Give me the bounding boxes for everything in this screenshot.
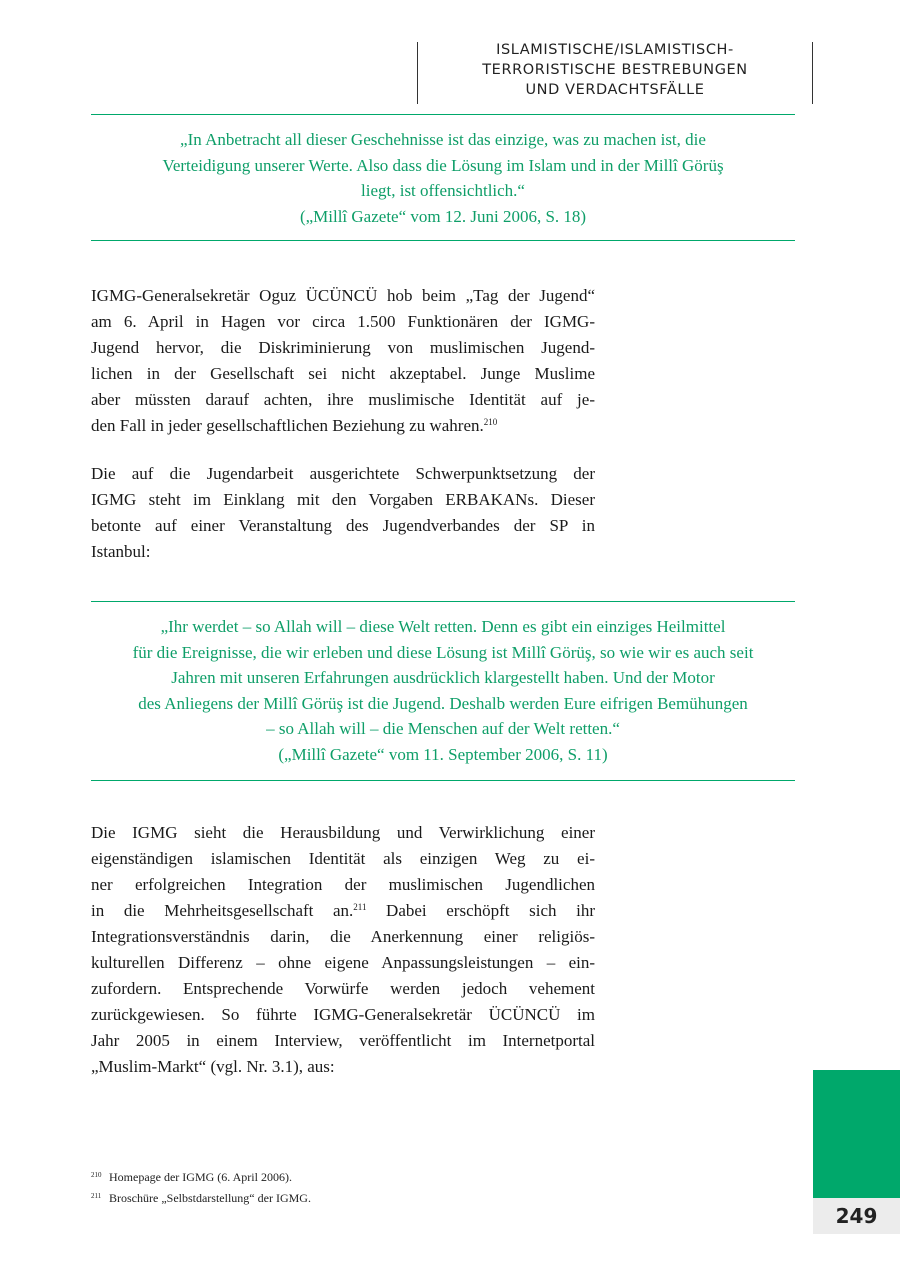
text-line: kulturellen Differenz – ohne eigene Anpassungsleistungen – ein- [91,953,595,972]
text-line: Jahr 2005 in einem Interview, veröffentlicht im Internetportal [91,1031,595,1050]
text-line: ner erfolgreichen Integration der muslimischen Jugendlichen [91,875,595,894]
block-quote-1 [91,114,795,241]
quote-source: („Millî Gazete“ vom 11. September 2006, S. 11) [278,744,608,764]
text-line: IGMG steht im Einklang mit den Vorgaben ERBAKANs. Dieser [91,490,595,509]
quote-line: „Ihr werdet – so Allah will – diese Welt retten. Denn es gibt ein einziges Heilmittel [160,617,726,636]
text-fragment: den Fall in jeder gesellschaftlichen Beziehung zu wahren. [91,416,484,435]
footnotes [91,1166,691,1208]
text-line: betonte auf einer Veranstaltung des Jugendverbandes der SP in [91,516,595,535]
text-line [91,413,595,439]
quote-line: für die Ereignisse, die wir erleben und diese Lösung ist Millî Görüş, so wie wir es auch seit [132,642,754,662]
text-line: IGMG-Generalsekretär Oguz ÜCÜNCÜ hob beim „Tag der Jugend“ [91,286,595,305]
quote-source: („Millî Gazete“ vom 12. Juni 2006, S. 18) [299,206,587,226]
footnote-text: Broschüre „Selbstdarstellung“ der IGMG. [109,1191,311,1205]
header-line: TERRORISTISCHE BESTREBUNGEN [482,62,748,78]
quote-line: Verteidigung unserer Werte. Also dass die Lösung im Islam und in der Millî Görüş [162,155,724,175]
text-line: „Muslim-Markt“ (vgl. Nr. 3.1), aus: [91,1057,335,1076]
chapter-color-tab [813,1070,900,1198]
text-line: Istanbul: [91,542,151,561]
header-divider-right [812,42,813,104]
text-line: zurückgewiesen. So führte IGMG-Generalsekretär ÜCÜNCÜ im [91,1005,595,1024]
body-paragraph-1 [91,283,595,439]
quote-line: liegt, ist offensichtlich.“ [361,181,525,200]
running-header [418,40,812,100]
footnote-211 [91,1187,691,1208]
text-line: zufordern. Entsprechende Vorwürfe werden jedoch vehement [91,979,595,998]
footnote-210 [91,1166,691,1187]
text-line: lichen in der Gesellschaft sei nicht akzeptabel. Junge Muslime [91,364,595,383]
quote-line: Jahren mit unseren Erfahrungen ausdrücklich klargestellt haben. Und der Motor [171,668,715,687]
header-line: UND VERDACHTSFÄLLE [525,82,705,98]
footnote-number: 211 [91,1192,102,1200]
quote-line: des Anliegens der Millî Görüş ist die Jugend. Deshalb werden Eure eifrigen Bemühungen [138,693,748,713]
header-line: ISLAMISTISCHE/ISLAMISTISCH- [496,42,734,58]
text-line: am 6. April in Hagen vor circa 1.500 Funktionären der IGMG- [91,312,595,331]
footnote-reference[interactable]: 210 [483,417,498,427]
footnote-number: 210 [91,1171,102,1179]
page-number: 249 [813,1198,900,1234]
quote-line: „In Anbetracht all dieser Geschehnisse ist das einzige, was zu machen ist, die [180,130,706,149]
quote-line: – so Allah will – die Menschen auf der Welt retten.“ [266,719,620,738]
text-line [91,898,595,924]
text-line: aber müssten darauf achten, ihre muslimische Identität auf je- [91,390,595,409]
text-line: Die auf die Jugendarbeit ausgerichtete Schwerpunktsetzung der [91,464,595,483]
text-line: Jugend hervor, die Diskriminierung von muslimischen Jugend- [91,338,595,357]
footnote-text: Homepage der IGMG (6. April 2006). [109,1170,292,1184]
text-fragment: Dabei erschöpft sich ihr [366,901,595,920]
text-line: Die IGMG sieht die Herausbildung und Verwirklichung einer [91,823,595,842]
footnote-reference[interactable]: 211 [353,902,367,912]
body-paragraph-2 [91,461,595,565]
block-quote-2 [91,601,795,781]
text-line: Integrationsverständnis darin, die Anerkennung einer religiös- [91,927,595,946]
text-line: eigenständigen islamischen Identität als einzigen Weg zu ei- [91,849,595,868]
text-fragment: in die Mehrheitsgesellschaft an. [91,901,354,920]
body-paragraph-3 [91,820,595,1080]
